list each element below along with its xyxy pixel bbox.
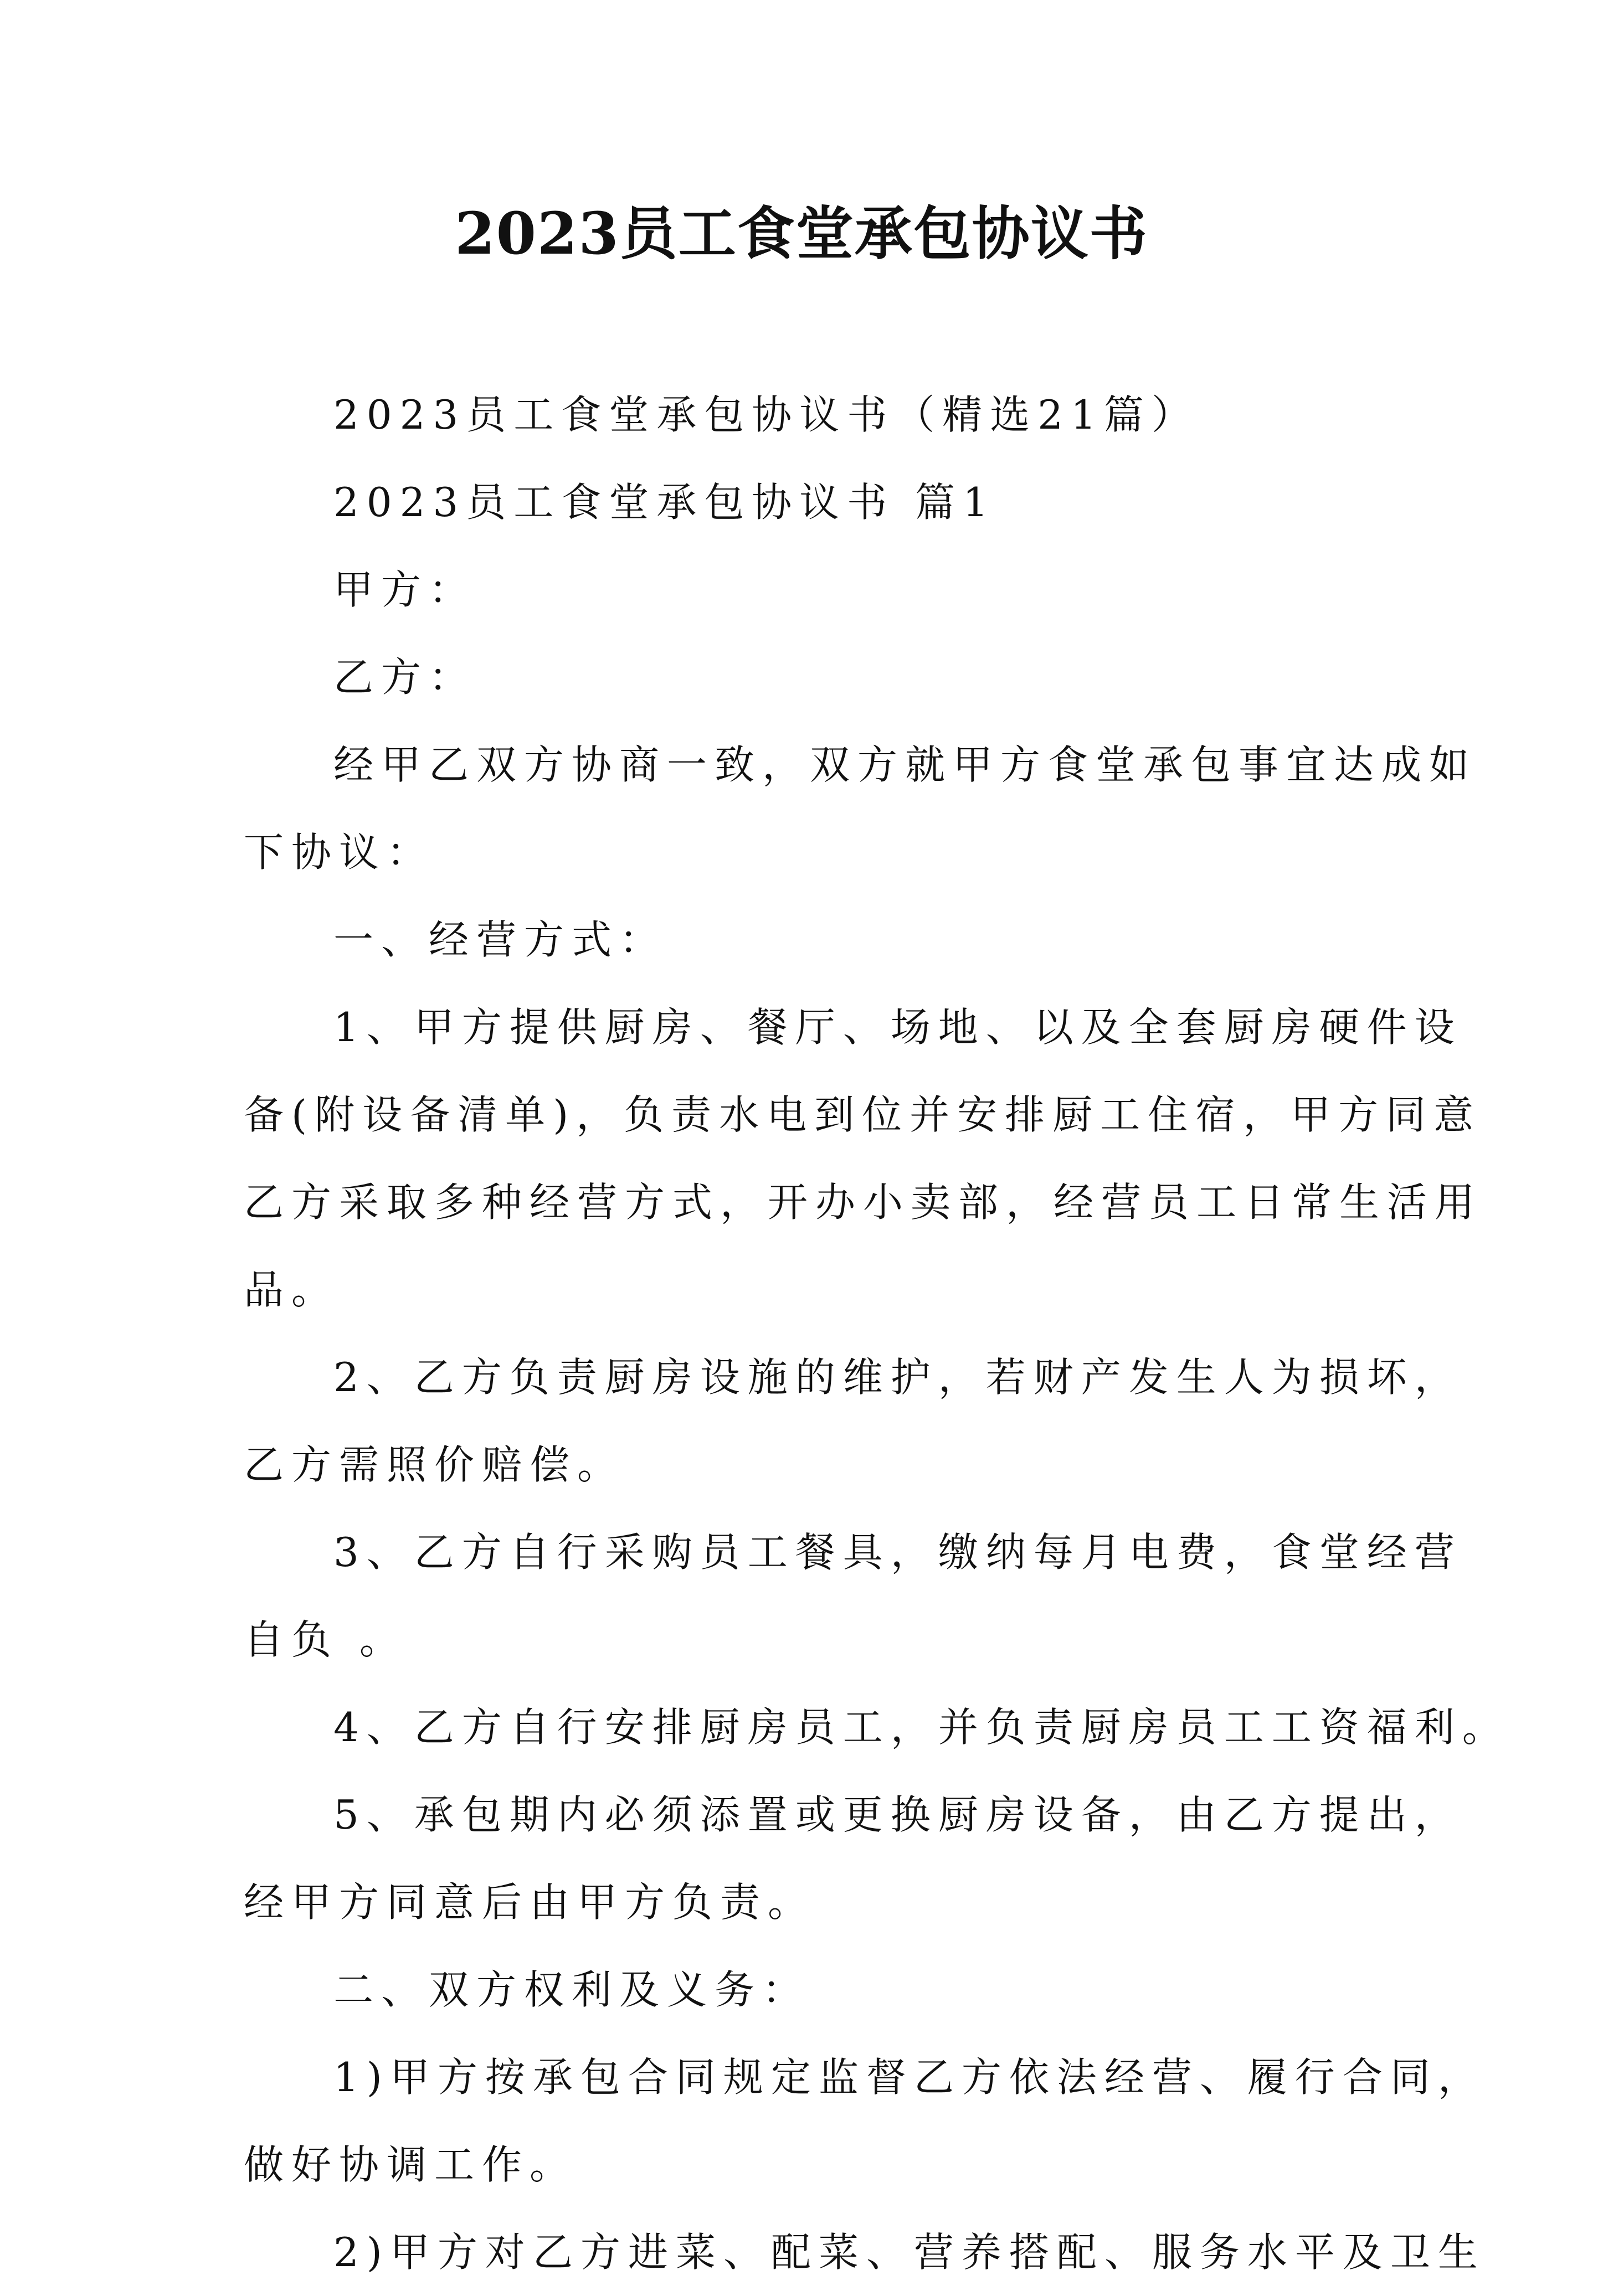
paragraph-line: 1)甲方按承包合同规定监督乙方依法经营、履行合同， (333, 2054, 1486, 2101)
paragraph-line: 5、承包期内必须添置或更换厨房设备，由乙方提出， (333, 1792, 1462, 1838)
document-title: 2023员工食堂承包协议书 (455, 199, 1148, 267)
paragraph-line: 自负 。 (244, 1617, 407, 1663)
document-body (244, 371, 1510, 2296)
section-heading: 二、双方权利及义务： (333, 1966, 810, 2013)
paragraph-line: 经甲方同意后由甲方负责。 (244, 1879, 816, 1926)
paragraph-line: 下协议： (244, 829, 435, 876)
paragraph-line: 2、乙方负责厨房设施的维护，若财产发生人为损坏， (333, 1354, 1462, 1401)
paragraph-line: 1、甲方提供厨房、餐厅、场地、以及全套厨房硬件设 (333, 1004, 1462, 1051)
paragraph-line: 2)甲方对乙方进菜、配菜、营养搭配、服务水平及卫生 (333, 2229, 1486, 2276)
paragraph-line: 2023员工食堂承包协议书 篇1 (333, 479, 996, 526)
paragraph-line: 品。 (244, 1267, 340, 1313)
paragraph-line: 做好协调工作。 (244, 2141, 578, 2188)
paragraph-line: 4、乙方自行安排厨房员工，并负责厨房员工工资福利。 (333, 1704, 1510, 1751)
section-heading: 一、经营方式： (333, 917, 667, 963)
paragraph-line: 经甲乙双方协商一致，双方就甲方食堂承包事宜达成如 (333, 742, 1477, 788)
paragraph-line: 乙方采取多种经营方式，开办小卖部，经营员工日常生活用 (244, 1179, 1483, 1226)
paragraph-line: 乙方： (333, 654, 477, 701)
paragraph-line: 3、乙方自行采购员工餐具，缴纳每月电费，食堂经营 (333, 1529, 1462, 1576)
paragraph-line: 乙方需照价赔偿。 (244, 1442, 625, 1488)
paragraph-line: 2023员工食堂承包协议书（精选21篇） (333, 392, 1199, 438)
paragraph-line: 甲方： (333, 567, 477, 613)
paragraph-line: 备(附设备清单)，负责水电到位并安排厨工住宿，甲方同意 (244, 1092, 1482, 1138)
